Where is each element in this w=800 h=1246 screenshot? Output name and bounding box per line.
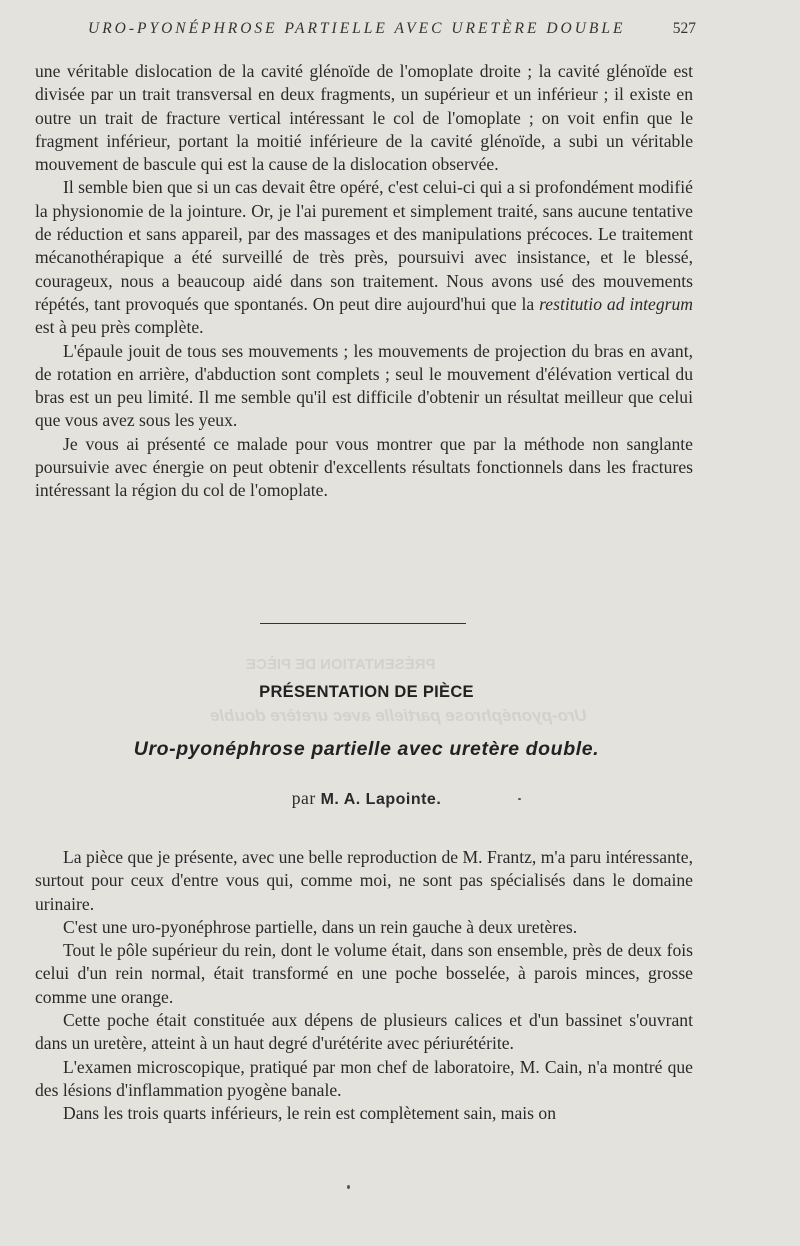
paragraph: une véritable dislocation de la cavité glénoïde de l'omoplate droite ; la cavité glénoïde est divisée par un trait transversal en deux fragments, un supérieur et un inférieur ; il existe en outre un trait de fracture vertical intéressant le col de l'omoplate ; on voit enfin que le fragment inférieur, portant la moitié inférieure de la cavité glénoïde, a subi un véritable mouvement de bascule qui est la cause de la dislocation observée. bbox=[35, 61, 693, 175]
page-number: 527 bbox=[672, 20, 696, 37]
paragraph bbox=[35, 176, 693, 339]
running-head: URO-PYONÉPHROSE PARTIELLE AVEC URETÈRE DOUBLE bbox=[88, 20, 626, 37]
paragraph: L'examen microscopique, pratiqué par mon chef de laboratoire, M. Cain, n'a montré que des lésions d'inflammation pyogène banale. bbox=[35, 1056, 693, 1100]
paragraph: Je vous ai présenté ce malade pour vous montrer que par la méthode non sanglante poursuivie avec énergie on peut obtenir d'excellents résultats fonctionnels dans les fractures intéressant la région du col de l'omoplate. bbox=[35, 433, 693, 501]
paragraph-text: Il semble bien que si un cas devait être opéré, c'est celui-ci qui a si profondément modifié la physionomie de la jointure. Or, je l'ai purement et simplement traité, sans aucune tentative de réduction et sans appareil, par des massages et des manipulations précoces. Le traitement mécanothérapique a été surveillé de très près, poursuivi avec insistance, et le blessé, courageux, nous a beaucoup aidé dans son traitement. Nous avons usé des mouvements répétés, tant provoqués que spontanés. On peut dire aujourd'hui que la bbox=[35, 177, 693, 314]
paragraph: Tout le pôle supérieur du rein, dont le volume était, dans son ensemble, près de deux fois celui d'un rein normal, était transformé en une poche bosselée, à parois minces, grosse comme une orange. bbox=[35, 940, 693, 1007]
continued-text bbox=[35, 60, 693, 503]
byline-prefix: par bbox=[291, 788, 316, 808]
paragraph: C'est une uro-pyonéphrose partielle, dans un rein gauche à deux uretères. bbox=[63, 916, 578, 937]
paragraph: Dans les trois quarts inférieurs, le rein est complètement sain, mais on bbox=[63, 1103, 556, 1124]
ink-speck bbox=[347, 1185, 350, 1189]
paragraph: L'épaule jouit de tous ses mouvements ; les mouvements de projection du bras en avant, de rotation en arrière, d'abduction sont complets ; seul le mouvement d'élévation vertical du bras est un peu limité. Il me semble qu'il est difficile d'obtenir un résultat meilleur que celui que vous avez sous les yeux. bbox=[35, 340, 693, 431]
paragraph: Cette poche était constituée aux dépens de plusieurs calices et d'un bassinet s'ouvrant dans un uretère, atteint à un haut degré d'urétérite avec périurétérite. bbox=[35, 1010, 693, 1054]
latin-phrase: restitutio ad integrum bbox=[539, 293, 694, 314]
paragraph-text: est à peu près complète. bbox=[35, 317, 204, 338]
bleed-through-text: Uro-pyonéphrose partielle avec uretère double bbox=[210, 706, 587, 725]
author-name: M. A. Lapointe. bbox=[320, 791, 442, 808]
paragraph: La pièce que je présente, avec une belle reproduction de M. Frantz, m'a paru intéressante, surtout pour ceux d'entre vous qui, comme moi, ne sont pas spécialisés dans le domaine urinaire. bbox=[35, 847, 693, 914]
byline bbox=[0, 788, 733, 809]
section-heading: PRÉSENTATION DE PIÈCE bbox=[259, 683, 474, 701]
bleed-through-text: PRÉSENTATION DE PIÈCE bbox=[246, 656, 436, 673]
ink-speck bbox=[518, 798, 521, 800]
article-title: Uro-pyonéphrose partielle avec uretère double. bbox=[133, 738, 600, 760]
article-body bbox=[35, 846, 693, 1126]
section-divider bbox=[260, 623, 466, 624]
